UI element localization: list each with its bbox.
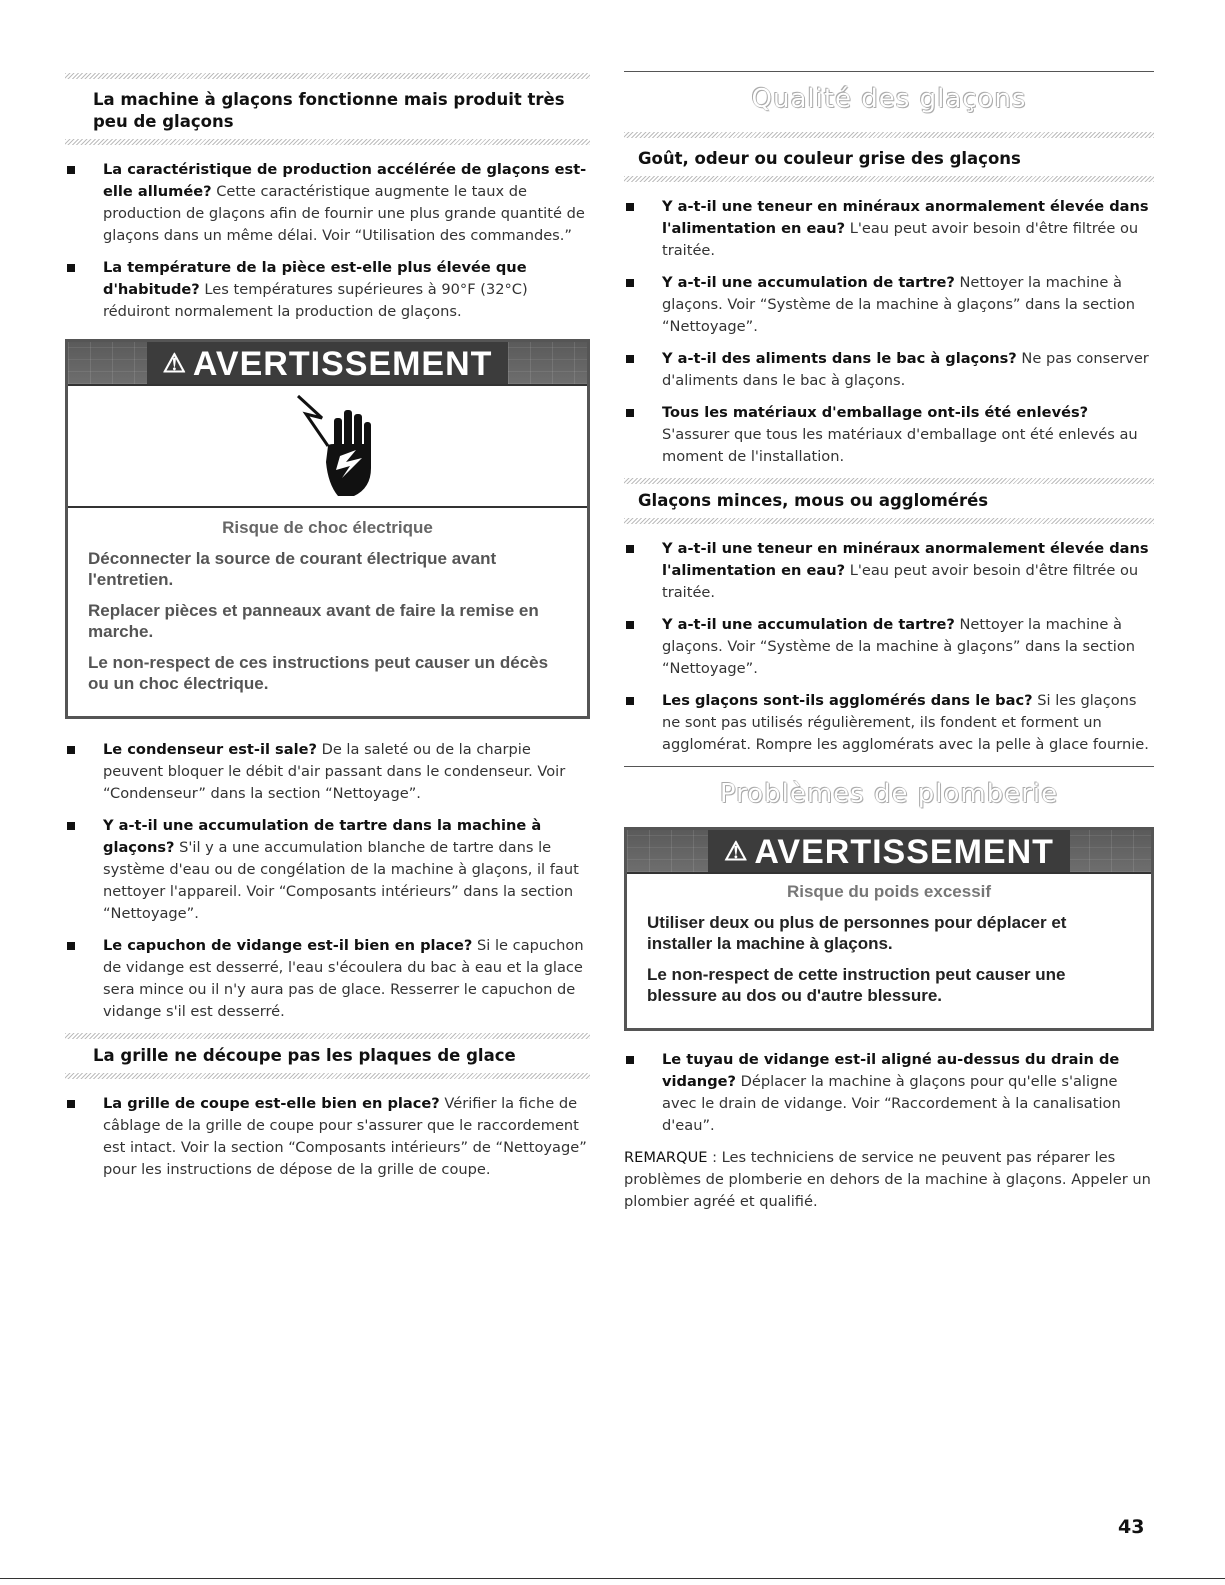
list-item: Le condenseur est-il sale? De la saleté ou de la charpie peuvent bloquer le débit d'air passant dans le condenseur. Voir “Condenseur” dans la section “Nettoyage”. <box>65 739 590 805</box>
bullet-list <box>624 196 1154 468</box>
warning-box-electric <box>65 339 590 719</box>
bullet-list <box>65 1093 590 1181</box>
warning-line: Replacer pièces et panneaux avant de faire la remise en marche. <box>88 601 539 641</box>
bullet-icon <box>67 942 75 950</box>
bullet-icon <box>67 1100 75 1108</box>
bullet-list <box>624 1049 1154 1137</box>
list-item: Y a-t-il une accumulation de tartre? Nettoyer la machine à glaçons. Voir “Système de la machine à glaçons” dans la section “Nettoyage”. <box>624 614 1154 680</box>
section-title-ice-quality: Qualité des glaçons <box>751 84 1027 114</box>
list-item: Y a-t-il une teneur en minéraux anormalement élevée dans l'alimentation en eau? L'eau peut avoir besoin d'être filtrée ou traitée. <box>624 538 1154 604</box>
list-item: Y a-t-il une accumulation de tartre? Nettoyer la machine à glaçons. Voir “Système de la machine à glaçons” dans la section “Nettoyage”. <box>624 272 1154 338</box>
page-bottom-rule <box>0 1578 1225 1579</box>
bullet-list <box>65 159 590 323</box>
heading-thin-soft-ice: Glaçons minces, mous ou agglomérés <box>638 491 989 510</box>
warning-risk-title: Risque de choc électrique <box>222 518 433 537</box>
list-item: Y a-t-il une accumulation de tartre dans la machine à glaçons? S'il y a une accumulation blanche de tartre dans le système d'eau ou de congélation de la machine à glaçons, il faut nettoyer l'appareil. Voir “Composants intérieurs” dans la section “Nettoyage”. <box>65 815 590 925</box>
warning-triangle-icon: ⚠ <box>162 348 187 378</box>
bullet-icon <box>67 264 75 272</box>
heading-divider <box>65 1073 590 1079</box>
heading-low-ice-production: La machine à glaçons fonctionne mais produit très peu de glaçons <box>93 90 565 131</box>
warning-risk-title: Risque du poids excessif <box>786 882 992 901</box>
warning-line: Déconnecter la source de courant électrique avant l'entretien. <box>88 549 497 589</box>
bullet-icon <box>67 746 75 754</box>
note-paragraph: REMARQUE : Les techniciens de service ne peuvent pas réparer les problèmes de plomberie en dehors de la machine à glaçons. Appeler un plombier agréé et qualifié. <box>624 1149 1151 1210</box>
warning-triangle-icon: ⚠ <box>724 836 749 866</box>
warning-banner: ⚠ AVERTISSEMENT <box>627 830 1151 874</box>
bullet-icon <box>626 621 634 629</box>
bullet-icon <box>626 355 634 363</box>
warning-box-weight <box>624 827 1154 1031</box>
warning-body <box>68 508 587 716</box>
section-title-plumbing: Problèmes de plomberie <box>719 779 1059 809</box>
heading-divider <box>624 176 1154 182</box>
list-item: Le tuyau de vidange est-il aligné au-dessus du drain de vidange? Déplacer la machine à glaçons pour qu'elle s'aligne avec le drain de vidange. Voir “Raccordement à la canalisation d'eau”. <box>624 1049 1154 1137</box>
bullet-icon <box>626 279 634 287</box>
list-item: La caractéristique de production accélérée de glaçons est-elle allumée? Cette caractéristique augmente le taux de production de glaçons afin de fournir une plus grande quantité de glaçons dans un même délai. Voir “Utilisation des commandes.” <box>65 159 590 247</box>
heading-divider <box>624 478 1154 484</box>
bullet-list <box>65 739 590 1023</box>
heading-grid-not-cutting: La grille ne découpe pas les plaques de glace <box>93 1046 516 1065</box>
bullet-list <box>624 538 1154 756</box>
warning-banner: ⚠ AVERTISSEMENT <box>68 342 587 386</box>
heading-divider <box>65 73 590 79</box>
list-item: Y a-t-il des aliments dans le bac à glaçons? Ne pas conserver d'aliments dans le bac à glaçons. <box>624 348 1154 392</box>
bullet-icon <box>626 203 634 211</box>
list-item: Tous les matériaux d'emballage ont-ils été enlevés? S'assurer que tous les matériaux d'emballage ont été enlevés au moment de l'installation. <box>624 402 1154 468</box>
section-rule <box>624 766 1154 767</box>
bullet-icon <box>626 697 634 705</box>
heading-divider <box>624 518 1154 524</box>
list-item: La grille de coupe est-elle bien en place? Vérifier la fiche de câblage de la grille de coupe pour s'assurer que le raccordement est intact. Voir la section “Composants intérieurs” de “Nettoyage” pour les instructions de dépose de la grille de coupe. <box>65 1093 590 1181</box>
heading-divider <box>624 132 1154 138</box>
warning-icon-area <box>68 386 587 508</box>
warning-line: Utiliser deux ou plus de personnes pour déplacer et installer la machine à glaçons. <box>647 913 1067 953</box>
heading-divider <box>65 1033 590 1039</box>
note-label: REMARQUE <box>624 1149 708 1166</box>
warning-line: Le non-respect de ces instructions peut causer un décès ou un choc électrique. <box>88 653 549 693</box>
bullet-icon <box>626 1056 634 1064</box>
electric-shock-hand-icon <box>276 388 386 503</box>
heading-divider <box>65 139 590 145</box>
bullet-icon <box>626 409 634 417</box>
section-rule <box>624 71 1154 72</box>
list-item: Le capuchon de vidange est-il bien en place? Si le capuchon de vidange est desserré, l'eau s'écoulera du bac à eau et la glace sera mince ou il n'y aura pas de glace. Resserrer le capuchon de vidange s'il est desserré. <box>65 935 590 1023</box>
list-item: Les glaçons sont-ils agglomérés dans le bac? Si les glaçons ne sont pas utilisés régulièrement, ils fondent et forment un agglomérat. Rompre les agglomérats avec la pelle à glace fournie. <box>624 690 1154 756</box>
warning-body <box>627 874 1151 1028</box>
left-column <box>65 0 590 1191</box>
list-item: Y a-t-il une teneur en minéraux anormalement élevée dans l'alimentation en eau? L'eau peut avoir besoin d'être filtrée ou traitée. <box>624 196 1154 262</box>
bullet-icon <box>67 822 75 830</box>
warning-line: Le non-respect de cette instruction peut causer une blessure au dos ou d'autre blessure. <box>647 965 1066 1005</box>
bullet-icon <box>67 166 75 174</box>
list-item: La température de la pièce est-elle plus élevée que d'habitude? Les températures supérieures à 90°F (32°C) réduiront normalement la production de glaçons. <box>65 257 590 323</box>
right-column <box>624 0 1154 1213</box>
bullet-icon <box>626 545 634 553</box>
page-number: 43 <box>1118 1516 1145 1538</box>
heading-taste-odor: Goût, odeur ou couleur grise des glaçons <box>638 149 1021 168</box>
